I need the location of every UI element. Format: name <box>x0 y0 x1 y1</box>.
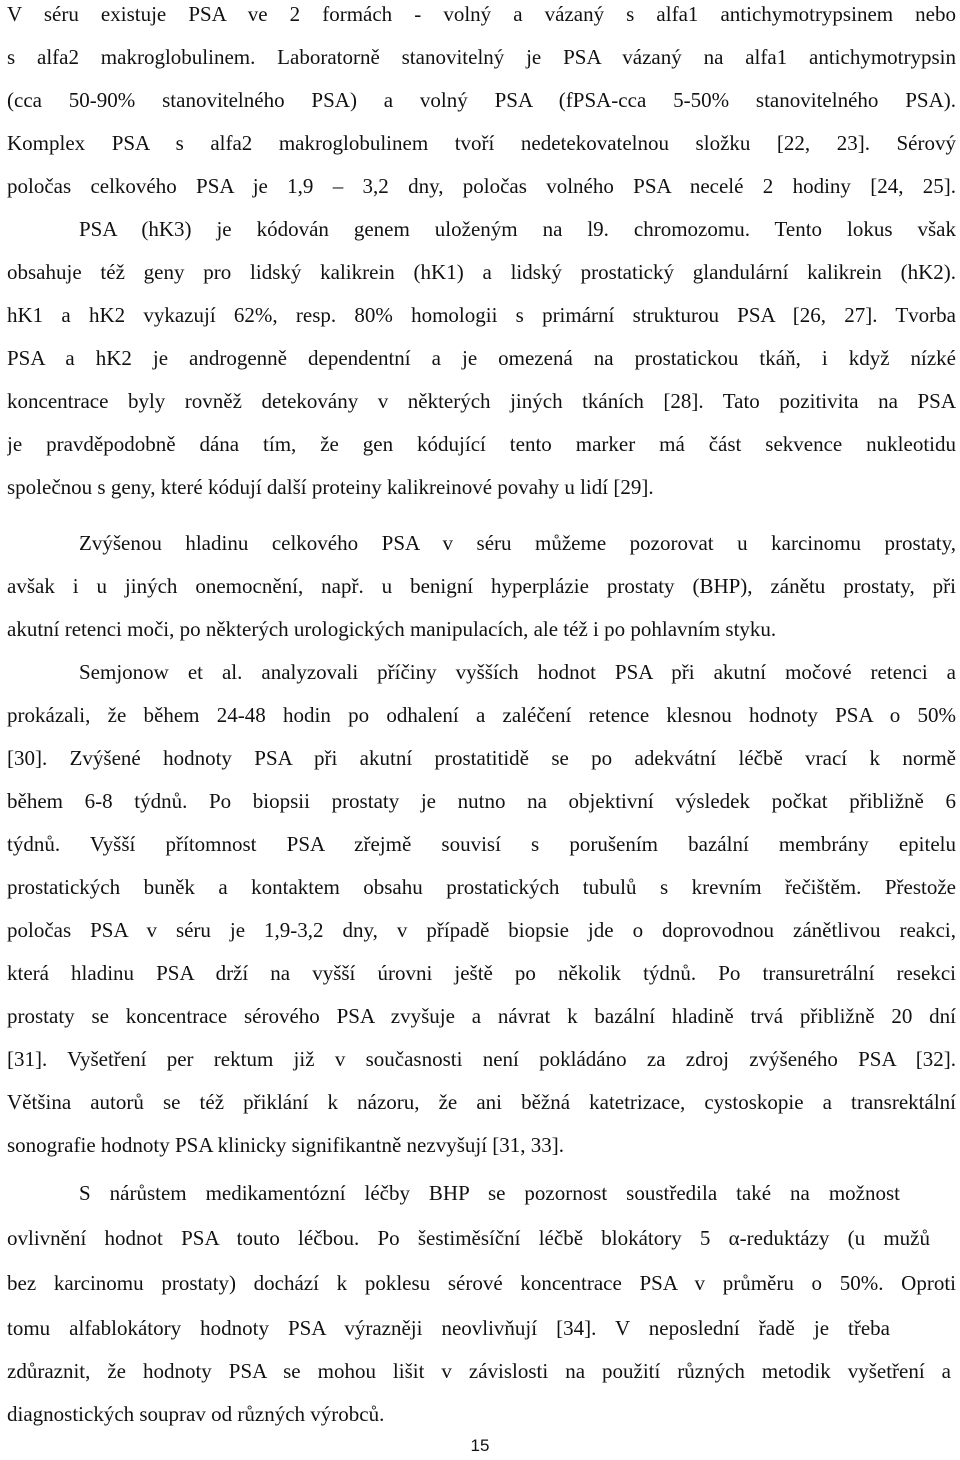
text-line: která hladinu PSA drží na vyšší úrovni ještě po několik týdnů. Po transuretrální resekci <box>7 961 956 985</box>
text-line: Semjonow et al. analyzovali příčiny vyšších hodnot PSA při akutní močové retenci a <box>79 660 956 684</box>
text-line: Většina autorů se též přiklání k názoru, že ani běžná katetrizace, cystoskopie a transrektální <box>7 1090 956 1114</box>
text-line: hK1 a hK2 vykazují 62%, resp. 80% homologii s primární strukturou PSA [26, 27]. Tvorba <box>7 303 956 327</box>
text-line: (cca 50-90% stanovitelného PSA) a volný PSA (fPSA-cca 5-50% stanovitelného PSA). <box>7 88 956 112</box>
text-line: tomu alfablokátory hodnoty PSA výrazněji neovlivňují [34]. V neposlední řadě je třeba <box>7 1316 890 1340</box>
text-line: poločas celkového PSA je 1,9 – 3,2 dny, poločas volného PSA necelé 2 hodiny [24, 25]. <box>7 174 956 198</box>
page-number: 15 <box>470 1436 490 1455</box>
text-line: týdnů. Vyšší přítomnost PSA zřejmě souvisí s porušením bazální membrány epitelu <box>7 832 956 856</box>
text-line: V séru existuje PSA ve 2 formách - volný a vázaný s alfa1 antichymotrypsinem nebo <box>7 2 956 26</box>
text-line: s alfa2 makroglobulinem. Laboratorně stanovitelný je PSA vázaný na alfa1 antichymotrypsin <box>7 45 956 69</box>
text-line: společnou s geny, které kódují další proteiny kalikreinové povahy u lidí [29]. <box>7 475 654 499</box>
text-line: ovlivnění hodnot PSA touto léčbou. Po šestiměsíční léčbě blokátory 5 α-reduktázy (u mužů <box>7 1226 930 1250</box>
text-line: prokázali, že během 24-48 hodin po odhalení a zaléčení retence klesnou hodnoty PSA o 50% <box>7 703 956 727</box>
text-line: obsahuje též geny pro lidský kalikrein (hK1) a lidský prostatický glandulární kalikrein (hK2). <box>7 260 956 284</box>
text-line: PSA (hK3) je kódován genem uloženým na l9. chromozomu. Tento lokus však <box>79 217 956 241</box>
text-line: bez karcinomu prostaty) dochází k poklesu sérové koncentrace PSA v průměru o 50%. Oproti <box>7 1271 956 1295</box>
text-line: Komplex PSA s alfa2 makroglobulinem tvoří nedetekovatelnou složku [22, 23]. Sérový <box>7 131 956 155</box>
text-line: diagnostických souprav od různých výrobců. <box>7 1402 385 1426</box>
text-line: S nárůstem medikamentózní léčby BHP se pozornost soustředila také na možnost <box>79 1181 900 1205</box>
text-line: zdůraznit, že hodnoty PSA se mohou lišit v závislosti na použití různých metodik vyšetření a <box>7 1359 951 1383</box>
text-line: [31]. Vyšetření per rektum již v současnosti není pokládáno za zdroj zvýšeného PSA [32]. <box>7 1047 956 1071</box>
text-line: prostaty se koncentrace sérového PSA zvyšuje a návrat k bazální hladině trvá přibližně 20 dní <box>7 1004 956 1028</box>
text-line: PSA a hK2 je androgenně dependentní a je omezená na prostatickou tkáň, i když nízké <box>7 346 956 370</box>
text-line: prostatických buněk a kontaktem obsahu prostatických tubulů s krevním řečištěm. Přestože <box>7 875 956 899</box>
text-line: poločas PSA v séru je 1,9-3,2 dny, v případě biopsie jde o doprovodnou zánětlivou reakci, <box>7 918 956 942</box>
text-line: je pravděpodobně dána tím, že gen kódující tento marker má část sekvence nukleotidu <box>7 432 956 456</box>
text-line: Zvýšenou hladinu celkového PSA v séru můžeme pozorovat u karcinomu prostaty, <box>79 531 956 555</box>
text-line: [30]. Zvýšené hodnoty PSA při akutní prostatitidě se po adekvátní léčbě vrací k normě <box>7 746 956 770</box>
text-line: sonografie hodnoty PSA klinicky signifikantně nezvyšují [31, 33]. <box>7 1133 565 1157</box>
text-line: koncentrace byly rovněž detekovány v některých jiných tkáních [28]. Tato pozitivita na PSA <box>7 389 956 413</box>
text-line: avšak i u jiných onemocnění, např. u benigní hyperplázie prostaty (BHP), zánětu prostaty, při <box>7 574 956 598</box>
text-line: akutní retenci moči, po některých urologických manipulacích, ale též i po pohlavním styku. <box>7 617 777 641</box>
text-line: během 6-8 týdnů. Po biopsii prostaty je nutno na objektivní výsledek počkat přibližně 6 <box>7 789 956 813</box>
